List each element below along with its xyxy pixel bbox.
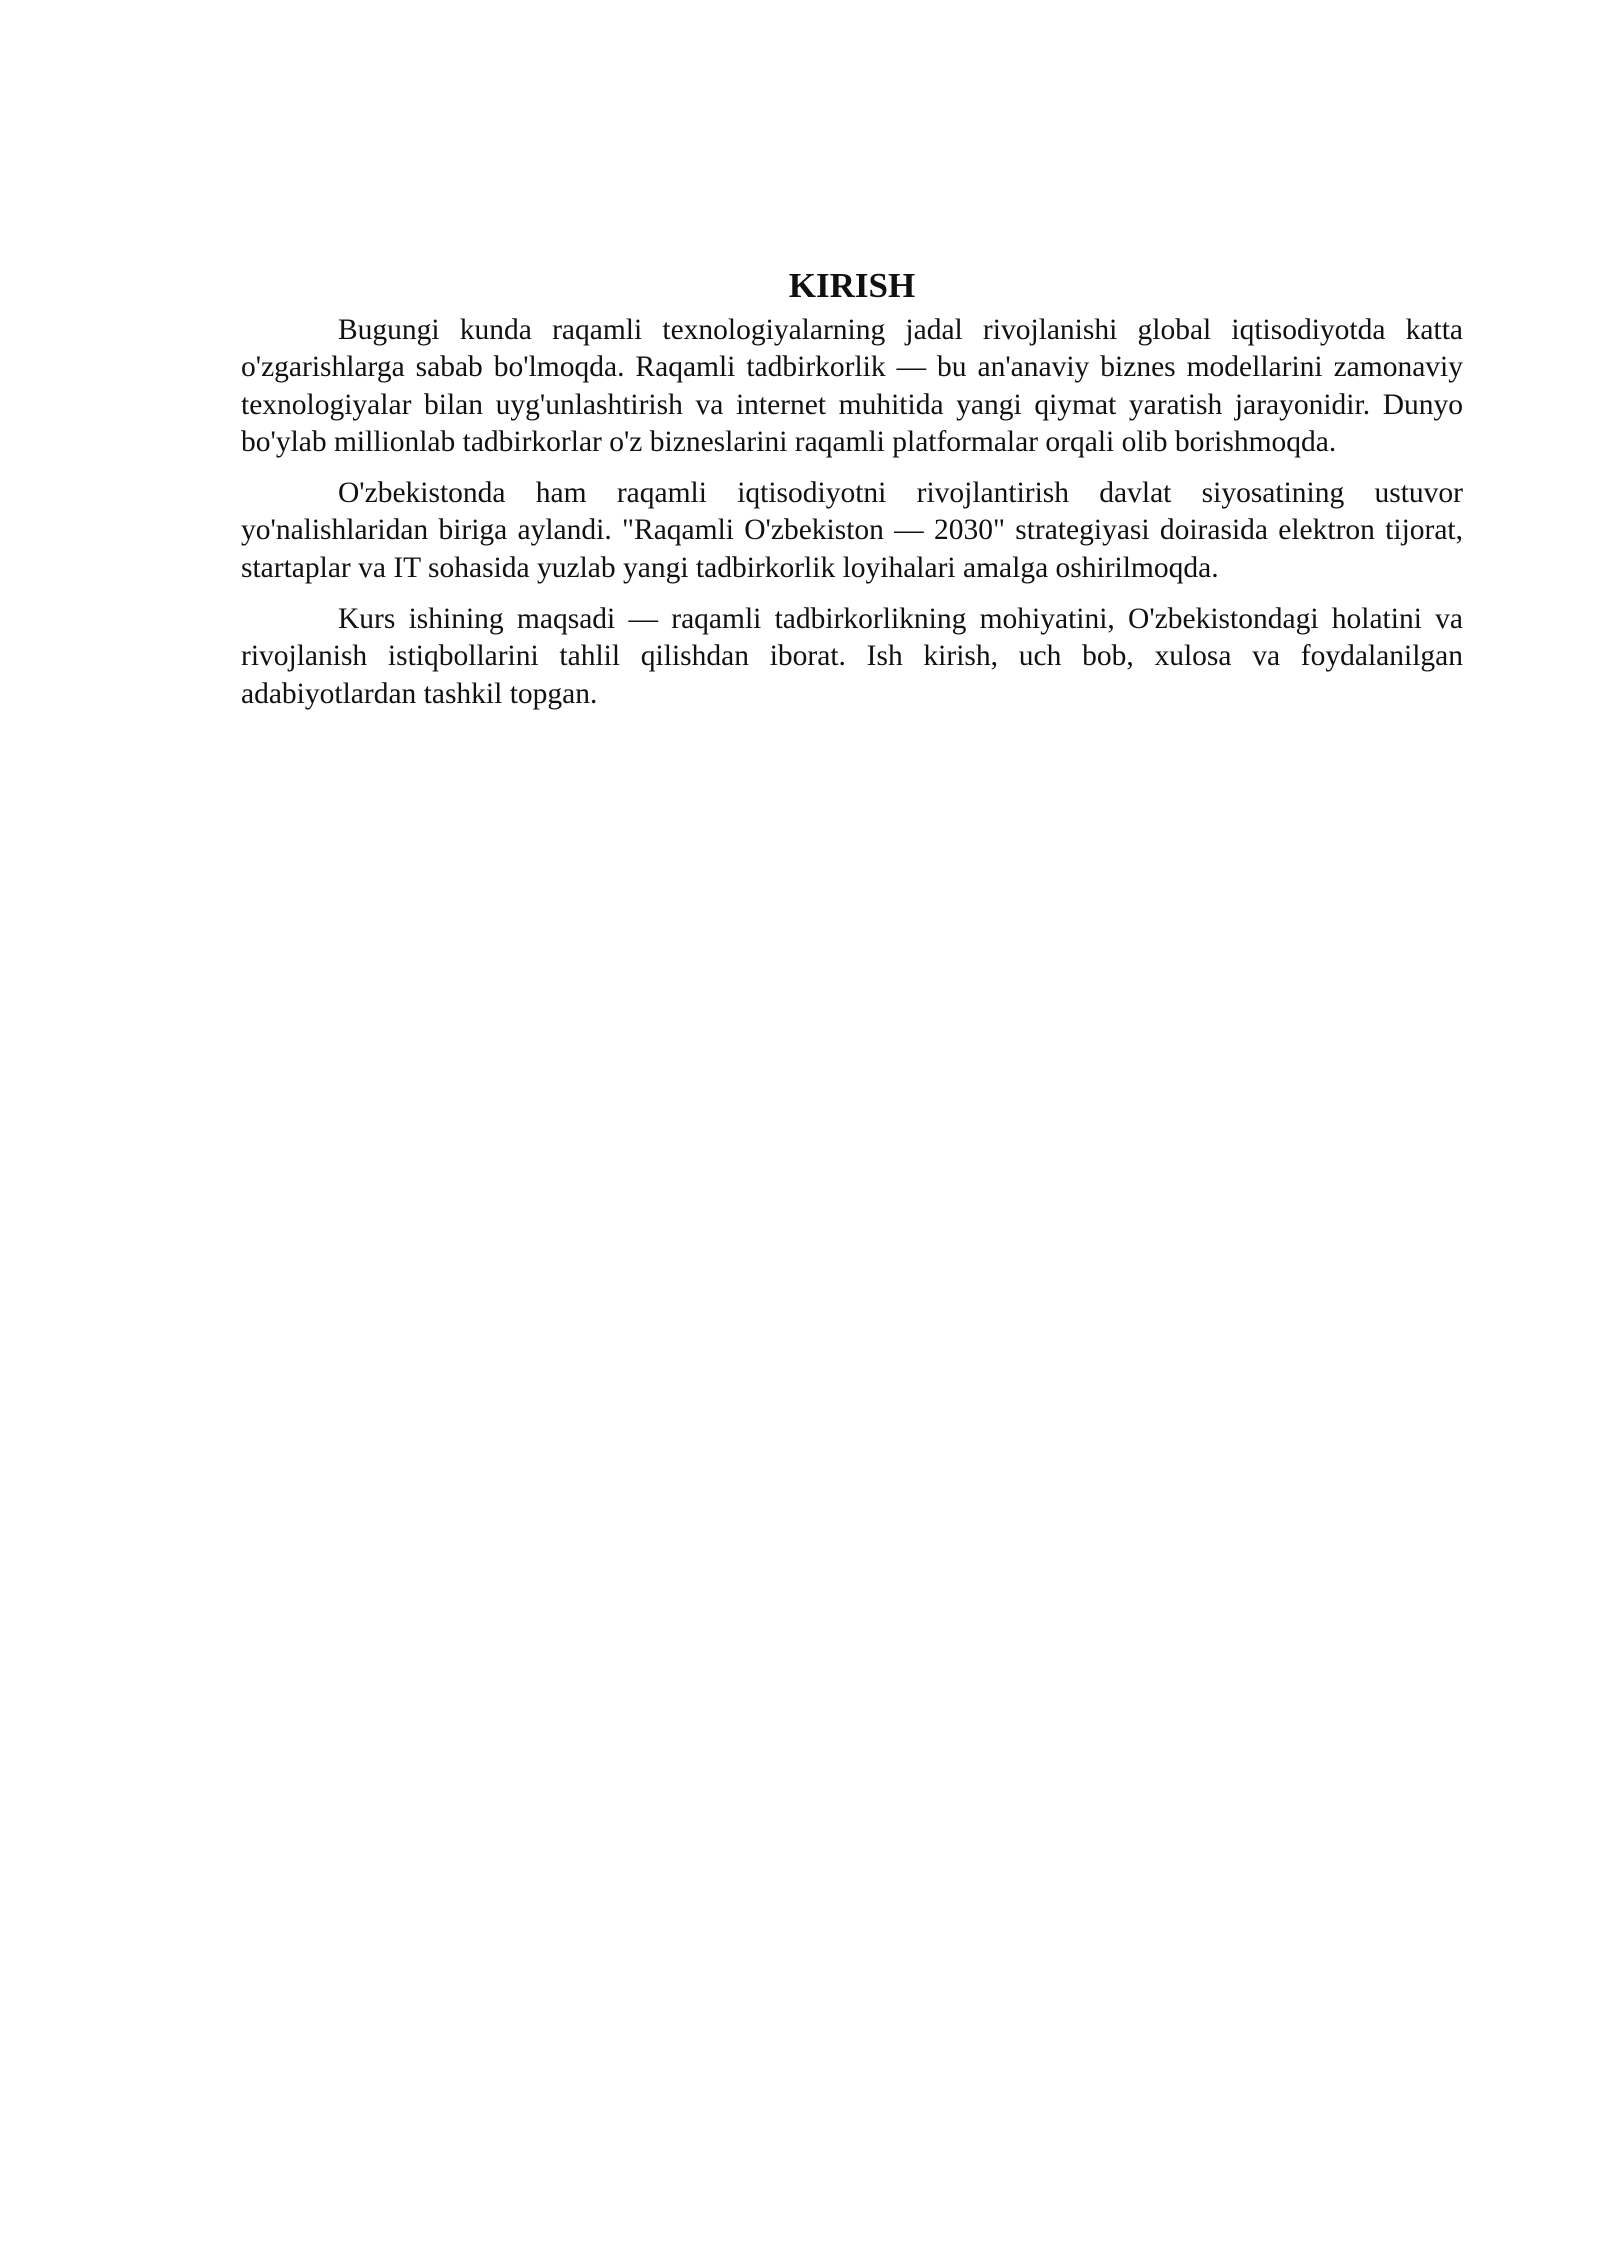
paragraph-2: O'zbekistonda ham raqamli iqtisodiyotni rivojlantirish davlat siyosatining ustuvor yo'nalishlaridan biriga aylandi. "Raqamli O'zbekiston — 2030" strategiyasi doirasida elektron tijorat, startaplar va IT sohasida yuzlab yangi tadbirkorlik loyihalari amalga oshirilmoqda.	[241, 477, 1463, 584]
section-heading: KIRISH	[788, 266, 916, 305]
page-content	[241, 262, 1463, 727]
paragraph-1: Bugungi kunda raqamli texnologiyalarning jadal rivojlanishi global iqtisodiyotda katta o'zgarishlarga sabab bo'lmoqda. Raqamli tadbirkorlik — bu an'anaviy biznes modellarini zamonaviy texnologiyalar bilan uyg'unlashtirish va internet muhitida yangi qiymat yaratish jarayonidir. Dunyo bo'ylab millionlab tadbirkorlar o'z bizneslarini raqamli platformalar orqali olib borishmoqda.	[241, 314, 1463, 458]
paragraph-3: Kurs ishining maqsadi — raqamli tadbirkorlikning mohiyatini, O'zbekistondagi holatini va rivojlanish istiqbollarini tahlil qilishdan iborat. Ish kirish, uch bob, xulosa va foydalanilgan adabiyotlardan tashkil topgan.	[241, 603, 1463, 710]
